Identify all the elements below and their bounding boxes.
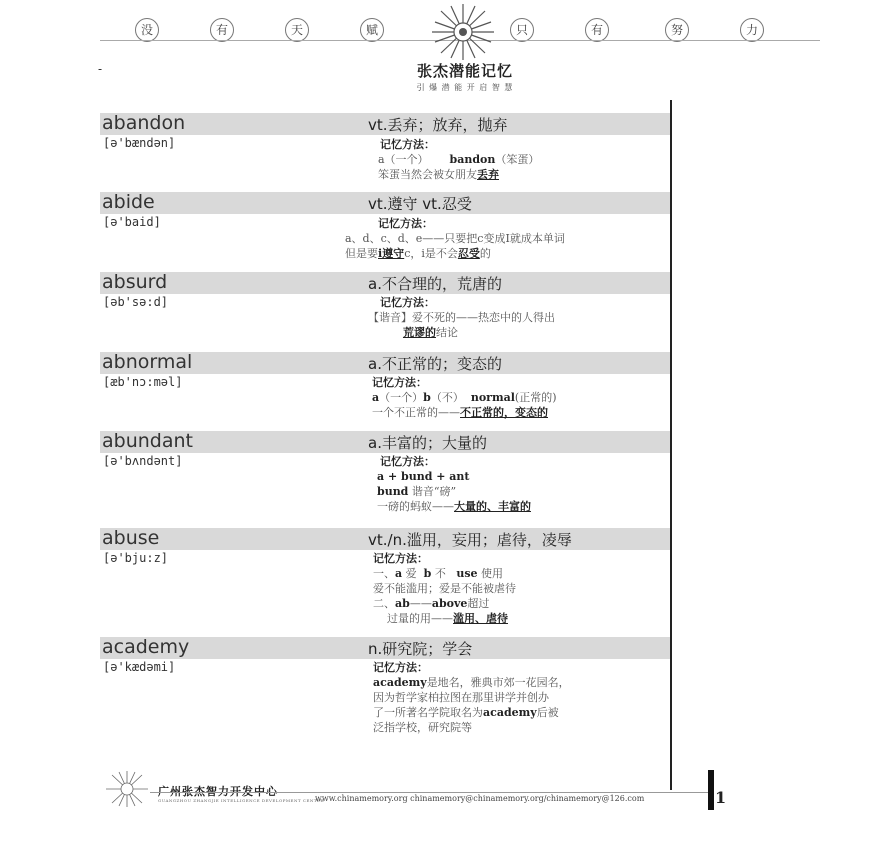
entry-header-bar [100, 192, 670, 214]
memory-method [373, 551, 516, 626]
entry-word: abide [102, 191, 155, 213]
memory-method [372, 375, 557, 420]
memory-segment: ab [395, 597, 410, 610]
memory-segment: —— [409, 597, 432, 610]
motto-char: 有 [210, 18, 234, 42]
motto-char: 没 [135, 18, 159, 42]
entry-word: abundant [102, 430, 193, 452]
brand-title: 张杰潜能记忆 [416, 62, 513, 80]
memory-segment: b [423, 567, 432, 580]
entry-word: abandon [102, 112, 186, 134]
memory-line [377, 484, 531, 499]
entry-definition: n.研究院；学会 [368, 640, 473, 658]
entry-word: academy [102, 636, 190, 658]
entry-phonetic: [ə'bændən] [103, 136, 176, 150]
memory-segment: （一个） [379, 391, 424, 404]
memory-line [373, 675, 570, 690]
memory-segment: i遵守 [378, 247, 405, 260]
entry-definition: vt.丢弃；放弃，抛弃 [368, 116, 508, 134]
entry-definition: a.不合理的，荒唐的 [368, 275, 502, 293]
memory-segment: 不正常的，变态的 [460, 406, 548, 419]
brand [395, 60, 535, 93]
memory-segment: 大量的、丰富的 [454, 500, 531, 513]
memory-method [377, 454, 531, 514]
entry-definition: a.不正常的；变态的 [368, 355, 502, 373]
memory-segment: 爱不能滥用；爱是不能被虐待 [373, 582, 516, 595]
brand-subtitle: 引 爆 潜 能 开 启 智 慧 [416, 83, 514, 92]
memory-line [373, 690, 570, 705]
memory-line [368, 325, 555, 340]
memory-segment: academy [483, 706, 537, 719]
memory-method-label: 记忆方法： [373, 552, 428, 565]
memory-segment: 使用 [477, 567, 504, 580]
memory-line [345, 231, 565, 246]
entry-definition: vt./n.滥用，妄用；虐待，凌辱 [368, 531, 572, 549]
memory-segment: 【谐音】爱不死的——热恋中的人得出 [368, 311, 555, 324]
memory-segment: a [395, 567, 403, 580]
entry-header-bar [100, 352, 670, 374]
memory-segment: 后被 [536, 706, 559, 719]
memory-method [368, 295, 555, 340]
memory-segment: a + bund + ant [377, 470, 470, 483]
memory-segment: b [423, 391, 431, 404]
memory-method [345, 216, 565, 261]
memory-segment: 滥用、虐待 [453, 612, 508, 625]
entry-word: abnormal [102, 351, 193, 373]
memory-segment: a、d、c、d、e——只要把c变成I就成本单词 [345, 232, 565, 245]
memory-line [373, 566, 516, 581]
footer-logo-icon [102, 770, 152, 808]
memory-segment: 爱 [402, 567, 424, 580]
header-mark: - [98, 62, 103, 76]
motto-char: 努 [665, 18, 689, 42]
memory-method-label: 记忆方法： [378, 217, 433, 230]
sun-logo-icon [424, 2, 502, 62]
memory-segment: a（一个） [378, 153, 450, 166]
memory-segment: (正常的) [514, 391, 557, 404]
memory-segment: 笨蛋当然会被女朋友 [378, 168, 477, 181]
memory-segment: 一个不正常的—— [372, 406, 460, 419]
page-marker [708, 770, 714, 810]
memory-segment: 谐音“磅” [408, 485, 457, 498]
memory-method-label: 记忆方法： [373, 661, 428, 674]
memory-segment: （不） [430, 391, 471, 404]
footer-rule [150, 792, 710, 793]
memory-segment: 忍受 [457, 247, 480, 260]
memory-line [377, 469, 531, 484]
memory-segment: 结论 [435, 326, 458, 339]
memory-segment: 一、 [373, 567, 395, 580]
memory-segment: c，i是不会 [404, 247, 458, 260]
memory-line [373, 705, 570, 720]
memory-method-label: 记忆方法： [380, 138, 435, 151]
entry-phonetic: [ə'bju:z] [103, 551, 169, 565]
footer-url: www.chinamemory.org chinamemory@chinamemory.org/chinamemory@126.com [315, 794, 645, 803]
motto-char: 有 [585, 18, 609, 42]
memory-line [378, 167, 539, 182]
memory-line [373, 581, 516, 596]
memory-method [378, 137, 539, 182]
memory-segment: （笨蛋） [495, 153, 540, 166]
entry-phonetic: [ə'kædəmi] [103, 660, 176, 674]
entry-header-bar [100, 637, 670, 659]
footer-organization: 广州张杰智力开发中心 [158, 785, 278, 798]
entry-phonetic: [əb'sə:d] [103, 295, 169, 309]
footer-organization-english: GUANGZHOU ZHANGJIE INTELLIGENCE DEVELOPMENT CENTER [158, 798, 324, 803]
memory-segment: 超过 [467, 597, 490, 610]
entry-phonetic: [ə'bʌndənt] [103, 454, 183, 468]
memory-segment: 泛指学校，研究院等 [373, 721, 472, 734]
entry-header-bar [100, 113, 670, 135]
memory-line [368, 310, 555, 325]
memory-segment: 因为哲学家柏拉图在那里讲学并创办 [373, 691, 549, 704]
memory-segment [368, 326, 403, 339]
entry-definition: vt.遵守 vt.忍受 [368, 195, 472, 213]
motto-char: 天 [285, 18, 309, 42]
memory-segment: 是地名，雅典市郊一花园名， [426, 676, 570, 689]
memory-method-label: 记忆方法： [380, 455, 435, 468]
memory-line [372, 390, 557, 405]
entry-word: abuse [102, 527, 160, 549]
motto-char: 赋 [360, 18, 384, 42]
memory-segment: above [431, 597, 468, 610]
memory-line [373, 611, 516, 626]
motto-char: 只 [510, 18, 534, 42]
memory-segment: 丢弃 [477, 168, 499, 181]
entry-header-bar [100, 431, 670, 453]
motto-char: 力 [740, 18, 764, 42]
entry-header-bar [100, 528, 670, 550]
memory-segment: academy [373, 676, 427, 689]
entry-phonetic: [æb'nɔ:məl] [103, 375, 183, 389]
memory-segment: 但是要 [345, 247, 378, 260]
memory-segment: bund [377, 485, 409, 498]
memory-segment: 荒谬的 [402, 326, 436, 339]
memory-segment: 不 [431, 567, 457, 580]
memory-line [373, 720, 570, 735]
entry-phonetic: [ə'baid] [103, 215, 161, 229]
memory-line [372, 405, 557, 420]
memory-segment: use [456, 567, 478, 580]
memory-segment: a [372, 391, 380, 404]
memory-segment: 一磅的蚂蚁—— [377, 500, 454, 513]
memory-line [378, 152, 539, 167]
memory-line [373, 596, 516, 611]
memory-line [377, 499, 531, 514]
memory-segment: 了一所著名学院取名为 [373, 706, 483, 719]
memory-segment: 的 [479, 247, 491, 260]
entry-header-bar [100, 272, 670, 294]
memory-method [373, 660, 570, 735]
memory-segment: 过量的用—— [373, 612, 453, 625]
entry-definition: a.丰富的；大量的 [368, 434, 487, 452]
memory-segment: normal [470, 391, 515, 404]
memory-segment: 二、 [373, 597, 395, 610]
memory-method-label: 记忆方法： [372, 376, 427, 389]
column-divider [670, 100, 672, 790]
memory-line [345, 246, 565, 261]
memory-segment: bandon [449, 153, 496, 166]
memory-method-label: 记忆方法： [380, 296, 435, 309]
entry-word: absurd [102, 271, 168, 293]
page-number: 1 [715, 788, 727, 807]
